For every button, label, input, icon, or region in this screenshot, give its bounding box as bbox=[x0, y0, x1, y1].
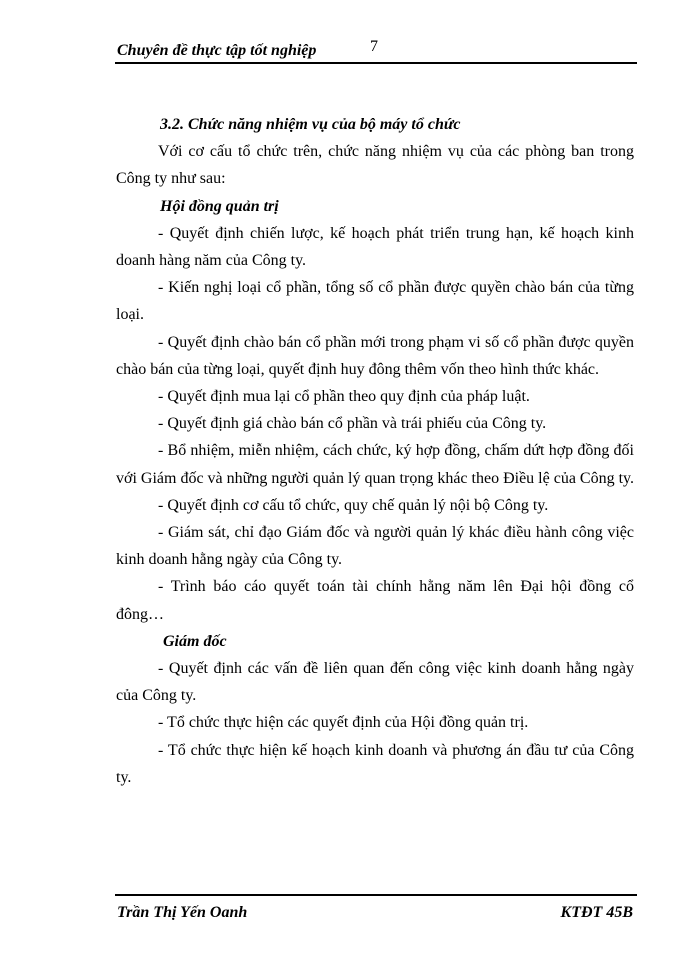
board-item-6: - Bổ nhiệm, miễn nhiệm, cách chức, ký hợp đồng, chấm dứt hợp đồng đối với Giám đốc và những người quản lý quan trọng khác theo Điều lệ của Công ty. bbox=[116, 442, 635, 487]
director-heading: Giám đốc bbox=[163, 632, 227, 650]
section-heading: 3.2. Chức năng nhiệm vụ của bộ máy tổ chức bbox=[160, 116, 461, 133]
director-item-3: - Tổ chức thực hiện kế hoạch kinh doanh và phương án đầu tư của Công ty. bbox=[116, 741, 634, 786]
footer-author: Trần Thị Yến Oanh bbox=[117, 904, 248, 921]
director-item-1: - Quyết định các vấn đề liên quan đến công việc kinh doanh hằng ngày của Công ty. bbox=[116, 660, 634, 705]
footer-class: KTĐT 45B bbox=[560, 904, 633, 921]
header-title: Chuyên đề thực tập tốt nghiệp bbox=[117, 42, 317, 59]
board-item-8: - Giám sát, chỉ đạo Giám đốc và người quản lý khác điều hành công việc kinh doanh hằng ngày của Công ty. bbox=[116, 524, 634, 569]
board-item-5: - Quyết định giá chào bán cổ phần và trái phiếu của Công ty. bbox=[158, 415, 547, 433]
board-item-2: - Kiến nghị loại cổ phần, tổng số cổ phần được quyền chào bán của từng loại. bbox=[116, 279, 634, 324]
page-header bbox=[115, 38, 637, 64]
page-footer bbox=[115, 894, 637, 924]
section-intro: Với cơ cấu tổ chức trên, chức năng nhiệm vụ của các phòng ban trong Công ty như sau: bbox=[116, 143, 634, 188]
board-item-9: - Trình báo cáo quyết toán tài chính hằng năm lên Đại hội đồng cổ đông… bbox=[116, 578, 634, 623]
board-item-1: - Quyết định chiến lược, kế hoạch phát triển trung hạn, kế hoạch kinh doanh hàng năm của Công ty. bbox=[116, 224, 634, 270]
board-heading: Hội đồng quản trị bbox=[160, 197, 279, 215]
document-body bbox=[116, 111, 634, 791]
director-item-2: - Tổ chức thực hiện các quyết định của Hội đồng quản trị. bbox=[158, 714, 529, 732]
board-item-4: - Quyết định mua lại cổ phần theo quy định của pháp luật. bbox=[158, 388, 530, 406]
page-number: 7 bbox=[370, 38, 378, 55]
board-item-3: - Quyết định chào bán cổ phần mới trong phạm vi số cổ phần được quyền chào bán của từng loại, quyết định huy đông thêm vốn theo hình thức khác. bbox=[116, 333, 634, 378]
board-item-7: - Quyết định cơ cấu tổ chức, quy chế quản lý nội bộ Công ty. bbox=[158, 496, 549, 514]
